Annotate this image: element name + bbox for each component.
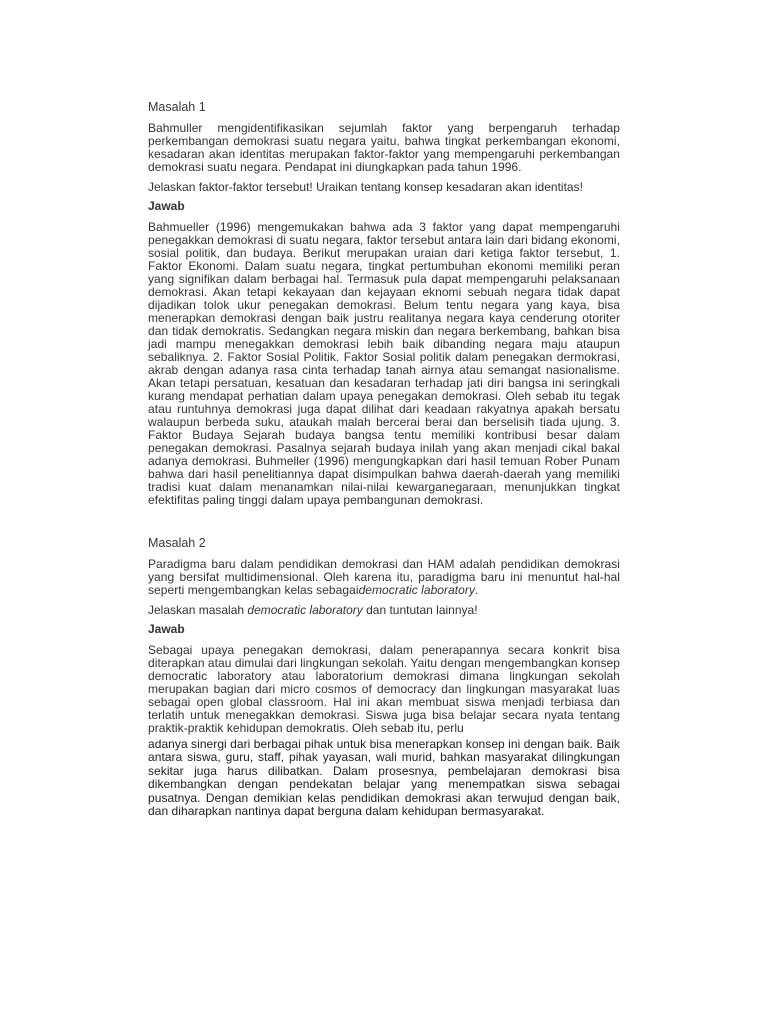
section2-answer-label: Jawab xyxy=(148,622,185,636)
section1-intro: Bahmuller mengidentifikasikan sejumlah faktor yang berpengaruh terhadap perkembangan demokrasi suatu negara yaitu, bahwa tingkat perkembangan ekonomi, kesadaran akan identitas merupakan faktor-faktor yang mempengaruhi perkembangan demokrasi suatu negara. Pendapat ini diungkapkan pada tahun 1996. xyxy=(148,121,620,174)
section2-heading: Masalah 2 xyxy=(148,536,206,550)
section1-answer: Bahmueller (1996) mengemukakan bahwa ada 3 faktor yang dapat mempengaruhi penegakkan demokrasi di suatu negara, faktor tersebut antara lain dari bidang ekonomi, sosial politik, dan budaya. Berikut merupakan uraian dari ketiga faktor tersebut, 1. Faktor Ekonomi. Dalam suatu negara, tingkat pertumbuhan ekonomi memiliki peran yang signifikan dalam berbagai hal. Termasuk pula dapat mempengaruhi pelaksanaan demokrasi. Akan tetapi kekayaan dan kejayaan eknomi sebuah negara tidak dapat dijadikan tolok ukur penegakan demokrasi. Belum tentu negara yang kaya, bisa menerapkan demokrasi dengan baik justru realitanya negara kaya cenderung otoriter dan tidak demokratis. Sedangkan negara miskin dan negara berkembang, bahkan bisa jadi mampu menegakkan demokrasi lebih baik dibanding negara maju ataupun sebaliknya. 2. Faktor Sosial Politik. Faktor Sosial politik dalam penegakan dermokrasi, akrab dengan adanya rasa cinta terhadap tanah airnya atau semangat nasionalisme. Akan tetapi persatuan, kesatuan dan kesadaran terhadap jati diri bangsa ini seringkali kurang mendapat perhatian dalam upaya penegakan demokrasi. Oleh sebab itu tegak atau runtuhnya demokrasi juga dapat dilihat dari keadaan rakyatnya apakah bersatu walaupun berbeda suku, ataukah malah bercerai berai dan berselisih tiada ujung. 3. Faktor Budaya Sejarah budaya bangsa tentu memiliki kontribusi besar dalam penegakan demokrasi. Pasalnya sejarah budaya inilah yang akan menjadi cikal bakal adanya demokrasi. Buhmeller (1996) mengungkapkan dari hasil temuan Rober Punam bahwa dari hasil penelitiannya dapat disimpulkan bahwa daerah-daerah yang memiliki tradisi kuat dalam menanamkan nilai-nilai kewarganegaraan, menunjukkan tingkat efektifitas paling tinggi dalam upaya pembangunan demokrasi. xyxy=(148,220,620,507)
section2-question-text: Jelaskan masalah xyxy=(148,603,248,617)
section2-answer-part1: Sebagai upaya penegakan demokrasi, dalam penerapannya secara konkrit bisa diterapkan atau dimulai dari lingkungan sekolah. Yaitu dengan mengembangkan konsep democratic laboratory atau laboratorium demokrasi dimana lingkungan sekolah merupakan bagian dari micro cosmos of democracy dan lingkungan masyarakat luas sebagai open global classroom. Hal ini akan membuat siswa menjadi terbiasa dan terlatih untuk menegakkan demokrasi. Siswa juga bisa belajar secara nyata tentang praktik-praktik kehidupan demokratis. Oleh sebab itu, perlu xyxy=(148,643,620,735)
section1-question: Jelaskan faktor-faktor tersebut! Uraikan tentang konsep kesadaran akan identitas! xyxy=(148,180,583,194)
section1-heading: Masalah 1 xyxy=(148,100,206,114)
section2-question xyxy=(148,604,620,617)
section2-intro-end: . xyxy=(475,583,479,597)
section-gap xyxy=(148,514,620,536)
section2-answer-part2: adanya sinergi dari berbagai pihak untuk bisa menerapkan konsep ini dengan baik. Baik antara siswa, guru, staff, pihak yayasan, wali murid, bahkan masyarakat dilingkungan sekitar juga harus dilibatkan. Dalam prosesnya, pembelajaran demokrasi bisa dikembangkan dengan pendekatan belajar yang menempatkan siswa sebagai pusatnya. Dengan demikian kelas pendidikan demokrasi akan terwujud dengan baik, dan diharapkan nantinya dapat berguna dalam kehidupan bermasyarakat. xyxy=(148,737,620,819)
section2-question-italic: democratic laboratory xyxy=(247,603,363,617)
section2-intro-italic: democratic laboratory xyxy=(358,583,475,597)
document-page xyxy=(148,100,620,825)
section2-intro xyxy=(148,558,620,597)
section1-answer-label: Jawab xyxy=(148,199,185,213)
section2-intro-text: Paradigma baru dalam pendidikan demokrasi dan HAM adalah pendidikan demokrasi yang bersifat multidimensional. Oleh karena itu, paradigma baru ini menuntut hal-hal seperti mengembangkan kelas sebagai xyxy=(148,557,620,597)
section2-question-end: dan tuntutan lainnya! xyxy=(362,603,478,617)
